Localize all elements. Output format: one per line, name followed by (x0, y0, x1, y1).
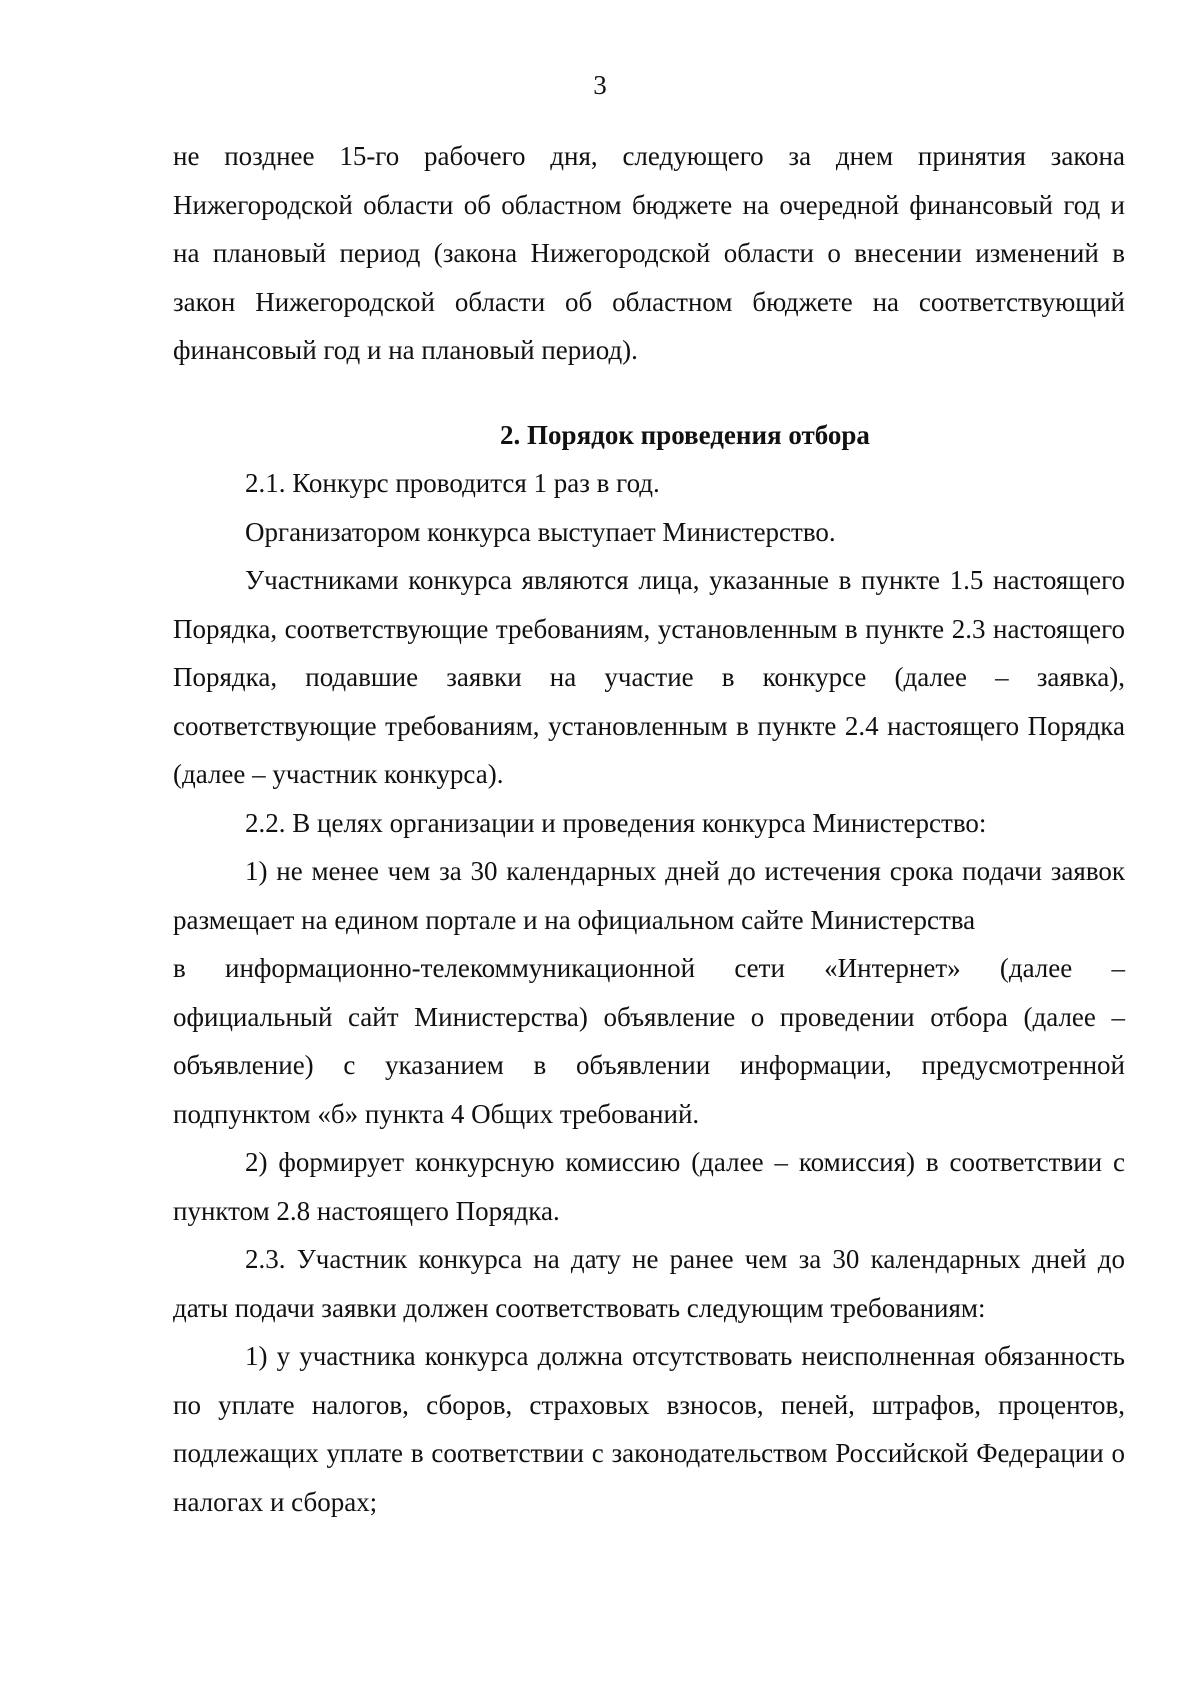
section-heading: 2. Порядок проведения отбора (500, 419, 870, 450)
paragraph-2-2: 2.2. В целях организации и проведения конкурса Министерство: (245, 807, 987, 838)
paragraph-continuation: не позднее 15-го рабочего дня, следующего за днем принятия закона Нижегородской области об областном бюджете на очередной финансовый год и на плановый период (закона Нижегородской области о внесении изменений в закон Нижегородской области об областном бюджете на соответствующий финансовый год и на плановый период). (173, 141, 1125, 365)
paragraph-2-2-item-2: 2) формирует конкурсную комиссию (далее – комиссия) в соответствии с пунктом 2.8 настоящего Порядка. (173, 1147, 1125, 1226)
paragraph-organizer: Организатором конкурса выступает Министерство. (245, 516, 836, 547)
paragraph-2-2-item-1b: в информационно-телекоммуникационной сети «Интернет» (далее – официальный сайт Министерства) объявление о проведении отбора (далее – объявление) с указанием в объявлении информации, предусмотренной подпунктом «б» пункта 4 Общих требований. (173, 953, 1125, 1129)
page-number: 3 (593, 70, 607, 100)
paragraph-2-2-item-1a: 1) не менее чем за 30 календарных дней до истечения срока подачи заявок размещает на едином портале и на официальном сайте Министерства (173, 856, 1125, 935)
document-body (173, 132, 1125, 1526)
paragraph-participants: Участниками конкурса являются лица, указанные в пункте 1.5 настоящего Порядка, соответствующие требованиям, установленным в пункте 2.3 настоящего Порядка, подавшие заявки на участие в конкурсе (далее – заявка), соответствующие требованиям, установленным в пункте 2.4 настоящего Порядка (далее – участник конкурса). (173, 565, 1125, 789)
paragraph-2-3: 2.3. Участник конкурса на дату не ранее чем за 30 календарных дней до даты подачи заявки должен соответствовать следующим требованиям: (173, 1244, 1125, 1323)
paragraph-2-1: 2.1. Конкурс проводится 1 раз в год. (245, 468, 660, 498)
paragraph-2-3-item-1: 1) у участника конкурса должна отсутствовать неисполненная обязанность по уплате налогов, сборов, страховых взносов, пеней, штрафов, процентов, подлежащих уплате в соответствии с законодательством Российской Федерации о налогах и сборах; (173, 1341, 1125, 1517)
